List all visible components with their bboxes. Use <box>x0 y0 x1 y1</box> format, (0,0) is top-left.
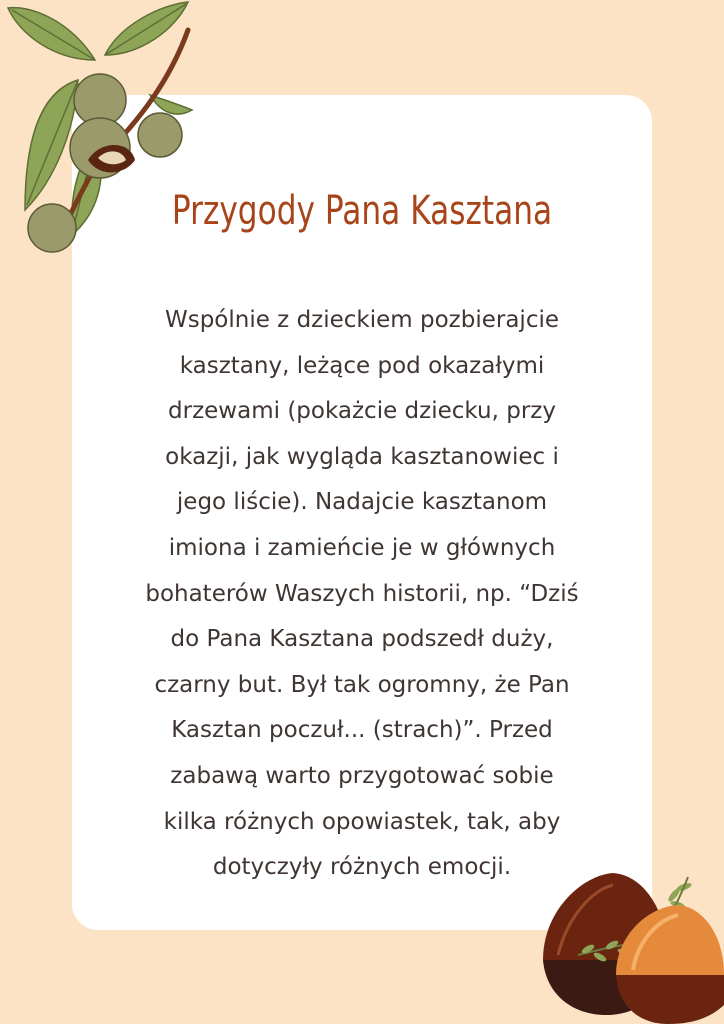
text-line: kasztany, leżące pod okazałymi <box>179 352 545 379</box>
description-text <box>110 298 614 891</box>
text-line: Wspólnie z dzieckiem pozbierajcie <box>164 307 560 333</box>
text-line: kilka różnych opowiastek, tak, aby <box>163 808 561 835</box>
text-line: Kasztan poczuł... (strach)”. Przed <box>171 717 553 744</box>
text-line: drzewami (pokażcie dziecku, przy <box>168 398 556 425</box>
text-line: okazji, jak wygląda kasztanowiec i <box>165 443 559 470</box>
text-line: imiona i zamieńcie je w głównych <box>168 534 556 561</box>
text-line: dotyczyły różnych emocji. <box>212 854 512 881</box>
page-title: Przygody Pana Kasztana <box>171 188 553 234</box>
text-line: bohaterów Waszych historii, np. “Dziś <box>145 580 579 607</box>
text-line: do Pana Kasztana podszedł duży, <box>170 626 554 653</box>
text-line: czarny but. Był tak ogromny, że Pan <box>154 671 570 698</box>
text-line: jego liście). Nadajcie kasztanom <box>176 489 548 516</box>
chestnuts-illustration <box>538 865 724 1024</box>
text-line: zabawą warto przygotować sobie <box>170 762 554 789</box>
